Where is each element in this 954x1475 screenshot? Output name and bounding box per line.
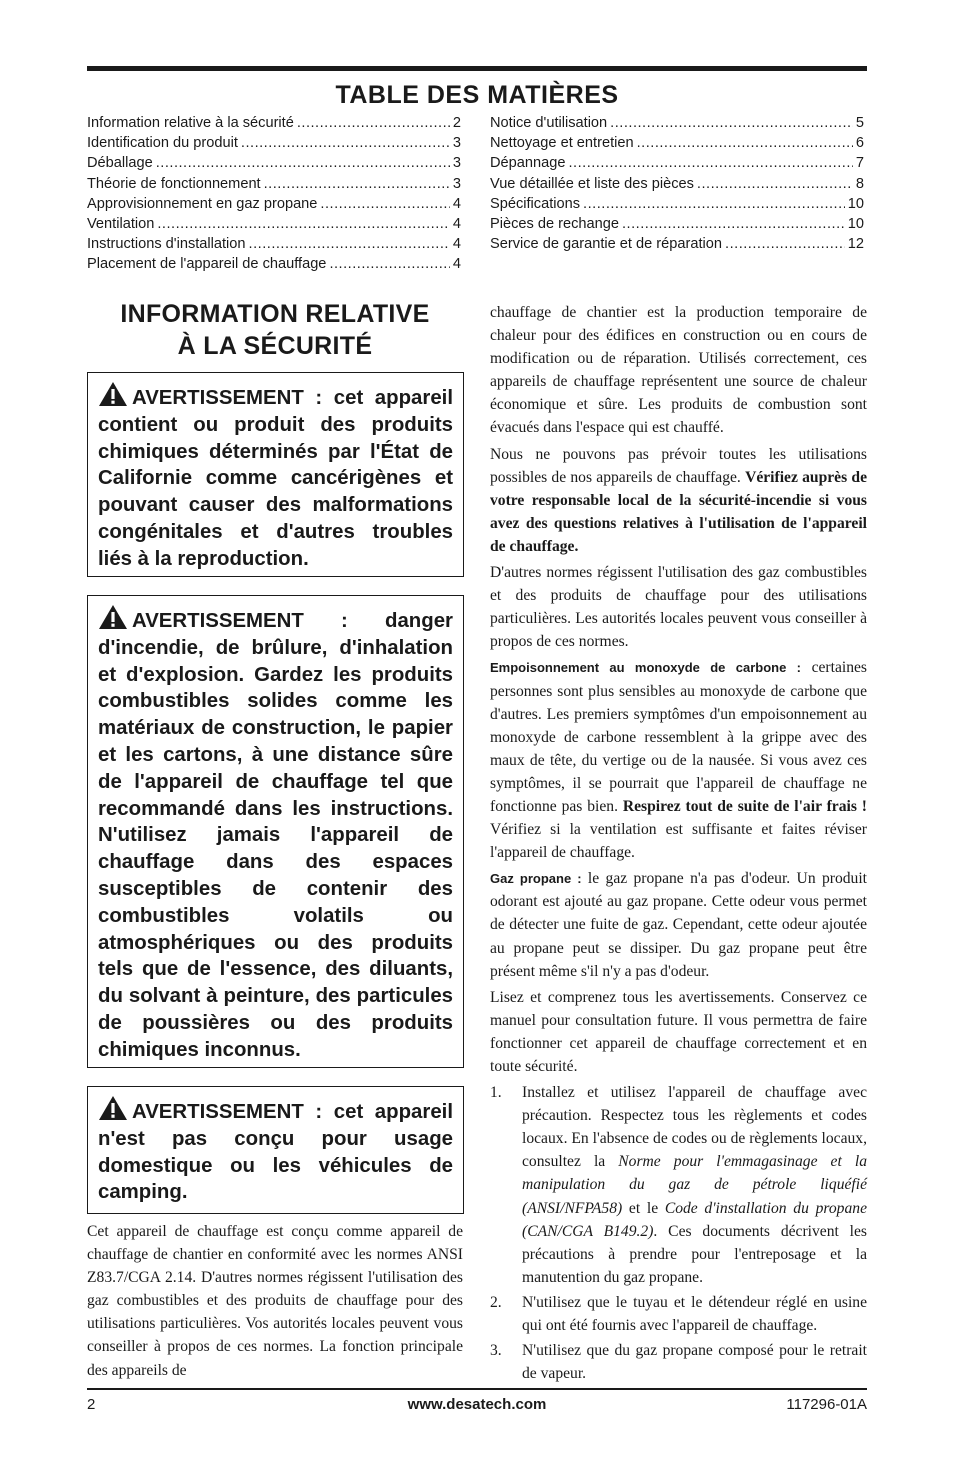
toc-entry[interactable]: Théorie de fonctionnement ..... 3	[87, 174, 461, 194]
section-title: INFORMATION RELATIVE À LA SÉCURITÉ	[120, 300, 430, 360]
toc-entry[interactable]: Ventilation ..... 4	[87, 214, 461, 234]
toc-entry[interactable]: Notice d'utilisation ..... 5	[490, 113, 864, 133]
paragraph-propane: Gaz propane : le gaz propane n'a pas d'odeur. Un produit odorant est ajouté au gaz propane. Cette odeur vous permet de détecter une fuite de gaz. Cependant, cette odeur ajoutée au propane peut se dissiper. Du gaz propane peut être présent même s'il n'y a pas d'odeur.	[490, 870, 867, 980]
toc-entry[interactable]: Spécifications ..... 10	[490, 194, 864, 214]
paragraph: Nous ne pouvons pas prévoir toutes les utilisations possibles de nos appareils de chauffage. Vérifiez auprès de votre responsable local de la sécurité-incendie si vous avez des questions relatives à l'utilisation de l'appareil de chauffage.	[490, 445, 867, 555]
toc-entry[interactable]: Instructions d'installation ..... 4	[87, 234, 461, 254]
toc-entry[interactable]: Placement de l'appareil de chauffage ..... 4	[87, 254, 461, 274]
toc-right-column	[490, 113, 864, 254]
top-rule	[87, 66, 867, 71]
toc-entry[interactable]: Nettoyage et entretien ..... 6	[490, 133, 864, 153]
warning-triangle-icon	[98, 1095, 128, 1121]
toc-entry[interactable]: Approvisionnement en gaz propane ..... 4	[87, 194, 461, 214]
warning-text: AVERTISSEMENT : cet appareil n'est pas conçu pour usage domestique ou les véhicules de camping.	[98, 1101, 453, 1204]
toc-entry[interactable]: Identification du produit ..... 3	[87, 133, 461, 153]
footer-rule	[87, 1388, 867, 1390]
warning-text: AVERTISSEMENT : cet appareil contient ou produit des produits chimiques déterminés par l'État de Californie comme cancérigènes et pouvant causer des malformations congénitales et d'autres troubles liés à la reproduction.	[98, 387, 453, 570]
warning-text: AVERTISSEMENT : danger d'incendie, de brûlure, d'inhalation et d'explosion. Gardez les produits combustibles solides comme les matériaux de construction, le papier et les cartons, à une distance sûre de l'appareil de chauffage tel que recommandé dans les instructions. N'utilisez jamais l'appareil de chauffage dans des espaces susceptibles de contenir des combustibles volatils ou atmosphériques ou des produits tels que de l'essence, des diluants, du solvant à peinture, des particules de poussières ou des produits chimiques inconnus.	[98, 610, 453, 1061]
paragraph: D'autres normes régissent l'utilisation des gaz combustibles et des produits de chauffage pour des utilisations particulières. Les autorités locales peuvent vous conseiller à propos de ces normes.	[490, 564, 867, 651]
toc-entry[interactable]: Vue détaillée et liste des pièces ..... 8	[490, 174, 864, 194]
right-column-text	[490, 301, 867, 1387]
warning-box-domestic	[87, 1086, 464, 1214]
toc-entry[interactable]: Déballage ..... 3	[87, 153, 461, 173]
toc-entry[interactable]: Dépannage ..... 7	[490, 153, 864, 173]
toc-left-column	[87, 113, 461, 275]
left-body-paragraph: Cet appareil de chauffage est conçu comme appareil de chauffage de chantier en conformité avec les normes ANSI Z83.7/CGA 2.14. D'autres normes régissent l'utilisation des gaz combustibles et des produits de chauffage pour des utilisations particulières. Vos autorités locales peuvent vous conseiller à propos de ces normes. La fonction principale des appareils de	[87, 1223, 463, 1379]
toc-entry[interactable]: Pièces de rechange ..... 10	[490, 214, 864, 234]
paragraph: Lisez et comprenez tous les avertissements. Conservez ce manuel pour consultation future. Il vous permettra de faire fonctionner cet appareil de chauffage correctement et en toute sécurité.	[490, 988, 867, 1075]
document-code: 117296-01A	[786, 1396, 867, 1413]
list-item: 3. N'utilisez que du gaz propane composé pour le retrait de vapeur.	[490, 1342, 867, 1383]
warning-triangle-icon	[98, 604, 128, 630]
toc-entry[interactable]: Service de garantie et de réparation ..... 12	[490, 234, 864, 254]
paragraph-co: Empoisonnement au monoxyde de carbone : certaines personnes sont plus sensibles au monoxyde de carbone que d'autres. Les premiers symptômes d'un empoisonnement au monoxyde de carbone ressemblent à la grippe avec des maux de tête, du vertige ou de la nausée. Si vous avez ces symptômes, il se pourrait que l'appareil de chauffage ne fonctionne pas bien. Respirez tout de suite de l'air frais ! Vérifiez si la ventilation est suffisante et faites réviser l'appareil de chauffage.	[490, 659, 867, 862]
page-number: 2	[87, 1396, 96, 1413]
list-item: 1. Installez et utilisez l'appareil de chauffage avec précaution. Respectez tous les règlements et codes locaux. En l'absence de codes ou de règlements locaux, consultez la Norme pour l'emmagasinage et la manipulation du gaz de pétrole liquéfié (ANSI/NFPA58) et le Code d'installation du propane (CAN/CGA B149.2). Ces documents décrivent les précautions à prendre pour l'entreposage et la manutention du gaz propane.	[490, 1084, 867, 1286]
warning-triangle-icon	[98, 381, 128, 407]
warning-box-chemicals	[87, 372, 464, 577]
toc-entry[interactable]: Information relative à la sécurité ..... 2	[87, 113, 461, 133]
website-link[interactable]: www.desatech.com	[407, 1396, 547, 1413]
paragraph: chauffage de chantier est la production temporaire de chaleur pour des édifices en construction ou en cours de modification ou de réparation. Utilisés correctement, ces appareils de chauffage représentent une source de chaleur économique et sûre. Les produits de combustion sont évacués dans l'espace qui est chauffé.	[490, 304, 867, 437]
list-item: 2. N'utilisez que le tuyau et le détendeur réglé en usine qui ont été fournis avec l'appareil de chauffage.	[490, 1293, 867, 1335]
toc-title: TABLE DES MATIÈRES	[335, 81, 619, 109]
warning-box-fire	[87, 595, 464, 1068]
numbered-list	[490, 1081, 867, 1385]
